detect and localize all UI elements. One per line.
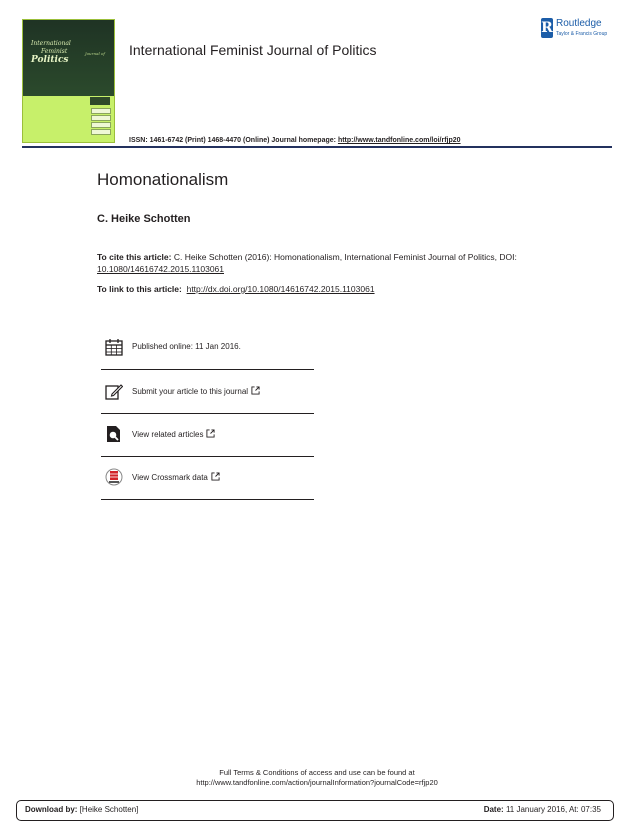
issn-label: ISSN:: [129, 137, 148, 144]
submit-article-link[interactable]: [101, 370, 314, 414]
download-date: [484, 805, 601, 814]
cover-decoration: [91, 108, 111, 114]
date-value: 11 January 2016, At: 07:35: [505, 805, 601, 814]
link-label: To link to this article:: [97, 284, 182, 294]
cover-title: [31, 40, 111, 64]
external-link-icon: [211, 472, 220, 481]
terms-notice: [0, 768, 634, 788]
calendar-icon: [105, 338, 123, 356]
cover-decoration: [91, 115, 111, 121]
publisher-logo[interactable]: [541, 18, 621, 42]
routledge-r-icon: R: [541, 20, 553, 36]
cover-line-2: Feminist: [41, 48, 68, 55]
publisher-tagline: Taylor & Francis Group: [556, 31, 608, 37]
crossmark-link[interactable]: [101, 456, 314, 500]
terms-link[interactable]: http://www.tandfonline.com/action/journalInformation?journalCode=rfjp20: [196, 778, 438, 787]
journal-cover-image: [22, 19, 115, 143]
cover-side-text: Journal of: [85, 51, 105, 56]
article-title: Homonationalism: [97, 170, 229, 189]
article-author: C. Heike Schotten: [97, 213, 191, 225]
header-divider: [22, 146, 612, 148]
journal-homepage-link[interactable]: http://www.tandfonline.com/loi/rfjp20: [337, 137, 461, 144]
cover-decoration: [91, 122, 111, 128]
citation: [97, 251, 542, 275]
related-articles-label: [132, 429, 215, 439]
issn-text: 1461-6742 (Print) 1468-4470 (Online) Journal homepage:: [149, 137, 336, 144]
submit-article-text: Submit your article to this journal: [132, 387, 249, 396]
cover-top-panel: [23, 20, 114, 96]
edit-icon: [105, 382, 123, 400]
published-online-text: Published online: 11 Jan 2016.: [132, 342, 241, 351]
crossmark-text: View Crossmark data: [132, 473, 208, 482]
download-value: [Heike Schotten]: [79, 805, 139, 814]
downloaded-by: [25, 805, 138, 814]
external-link-icon: [251, 386, 260, 395]
cite-text: C. Heike Schotten (2016): Homonationalism, International Feminist Journal of Politics, DOI:: [173, 252, 517, 262]
download-info-bar: [16, 800, 614, 821]
issn-line: [129, 137, 461, 144]
cover-decoration: [91, 129, 111, 135]
publisher-name: Routledge: [556, 18, 602, 29]
published-online-row: [101, 326, 314, 370]
crossmark-label: [132, 472, 220, 482]
cover-line-1: International: [31, 40, 71, 47]
download-label: Download by:: [25, 805, 78, 814]
journal-title: International Feminist Journal of Politics: [129, 42, 377, 58]
cover-line-3: Politics: [31, 55, 69, 65]
related-articles-link[interactable]: [101, 413, 314, 457]
crossmark-icon: [105, 468, 123, 486]
cover-publisher-box: [90, 97, 110, 105]
cite-label: To cite this article:: [97, 252, 172, 262]
document-search-icon: [105, 425, 123, 443]
related-articles-text: View related articles: [132, 430, 204, 439]
doi-link[interactable]: 10.1080/14616742.2015.1103061: [97, 264, 224, 274]
external-link-icon: [206, 429, 215, 438]
permalink: [97, 284, 375, 294]
terms-line-1: Full Terms & Conditions of access and use can be found at: [219, 768, 415, 777]
date-label: Date:: [483, 805, 504, 814]
article-url-link[interactable]: http://dx.doi.org/10.1080/14616742.2015.1103061: [186, 284, 375, 294]
submit-article-label: [132, 386, 260, 396]
